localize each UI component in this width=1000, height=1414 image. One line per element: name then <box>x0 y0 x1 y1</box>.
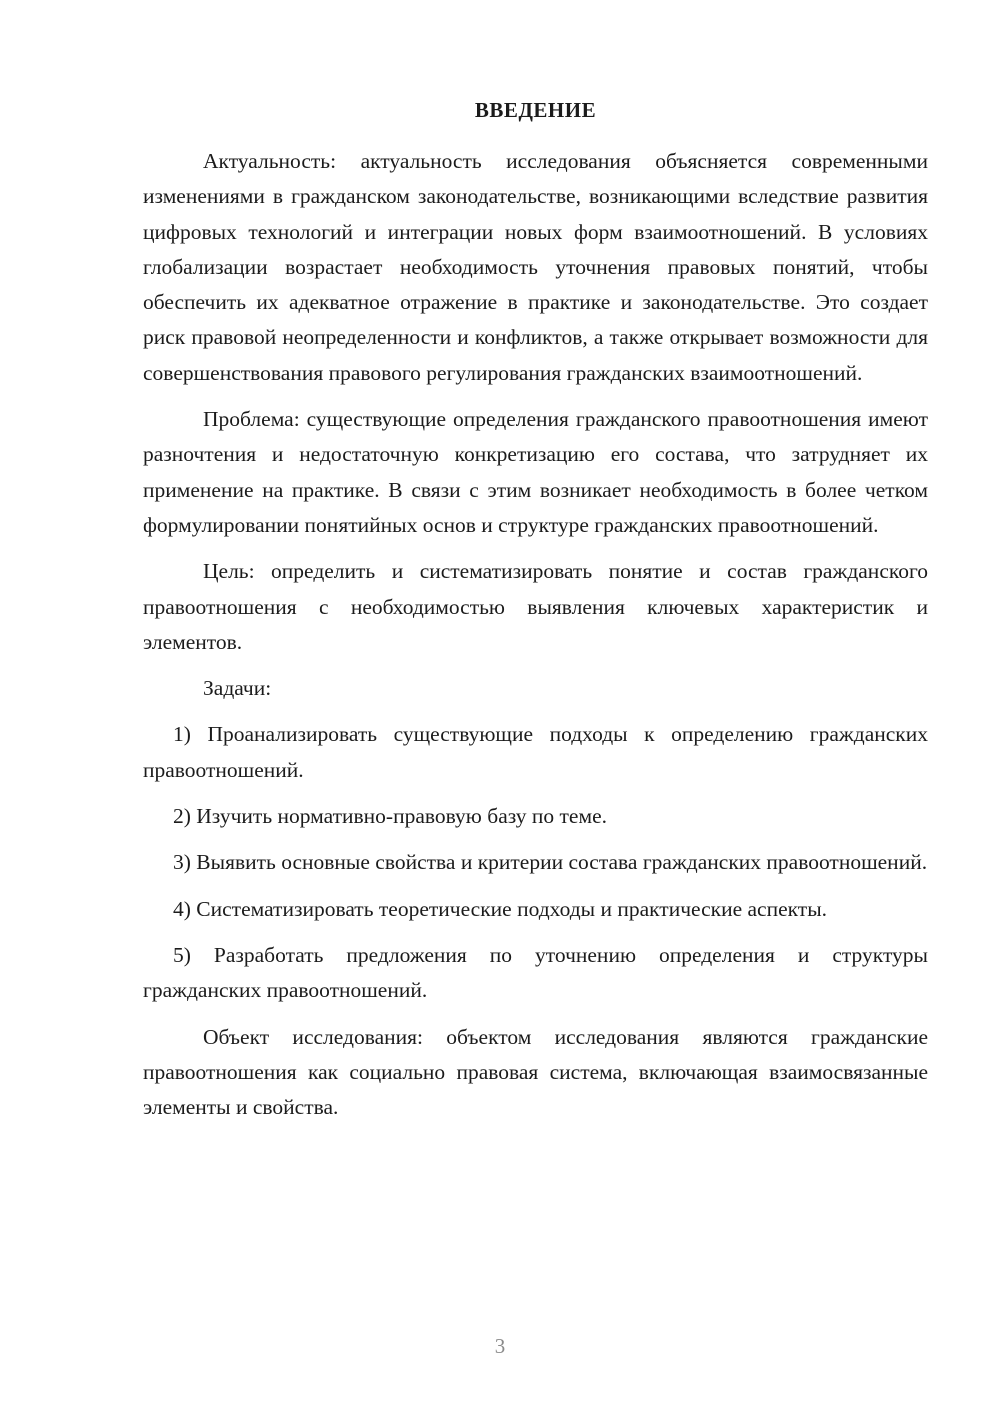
page-content <box>143 96 928 1136</box>
problem-paragraph: Проблема: существующие определения гражданского правоотношения имеют разночтения и недостаточную конкретизацию его состава, что затрудняет их применение на практике. В связи с этим возникает необходимость в более четком формулировании понятийных основ и структуре гражданских правоотношений. <box>143 407 928 537</box>
goal-paragraph: Цель: определить и систематизировать понятие и состав гражданского правоотношения с необходимостью выявления ключевых характеристик и элементов. <box>143 559 928 654</box>
object-paragraph: Объект исследования: объектом исследования являются гражданские правоотношения как социально правовая система, включающая взаимосвязанные элементы и свойства. <box>143 1024 928 1120</box>
section-heading: ВВЕДЕНИЕ <box>474 98 597 122</box>
task-item-1: 1) Проанализировать существующие подходы к определению гражданских правоотношений. <box>143 722 928 782</box>
tasks-label: Задачи: <box>203 676 272 701</box>
task-item-4: 4) Систематизировать теоретические подходы и практические аспекты. <box>173 896 828 921</box>
relevance-paragraph: Актуальность: актуальность исследования объясняется современными изменениями в гражданском законодательстве, возникающими вследствие развития цифровых технологий и интеграции новых форм взаимоотношений. В условиях глобализации возрастает необходимость уточнения правовых понятий, чтобы обеспечить их адекватное отражение в практике и законодательстве. Это создает риск правовой неопределенности и конфликтов, а также открывает возможности для совершенствования правового регулирования гражданских взаимоотношений. <box>143 149 928 385</box>
page-number: 3 <box>494 1334 506 1358</box>
task-item-5: 5) Разработать предложения по уточнению определения и структуры гражданских правоотношений. <box>143 942 928 1003</box>
task-item-2: 2) Изучить нормативно-правовую базу по теме. <box>173 804 607 829</box>
task-item-3: 3) Выявить основные свойства и критерии состава гражданских правоотношений. <box>173 850 928 875</box>
